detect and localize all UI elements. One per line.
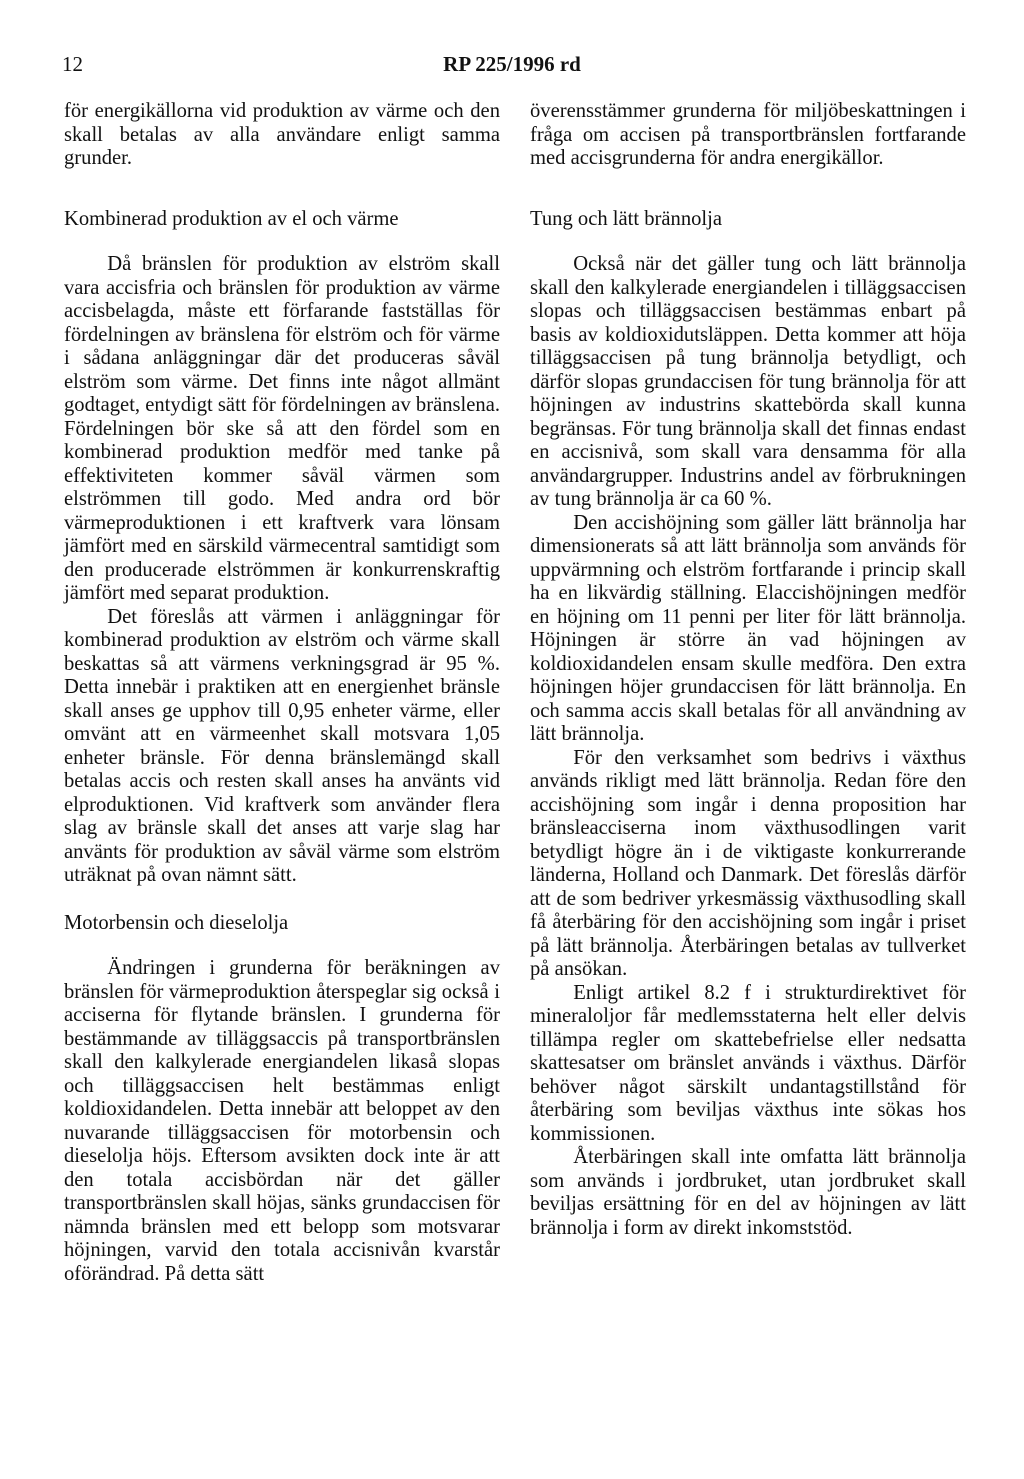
paragraph: Också när det gäller tung och lätt brännolja skall den kalkylerade energiandelen i tilläggsaccisen slopas och tilläggsaccisen bestämmas enbart på basis av koldioxidutsläppen. Detta kommer att höja tilläggsaccisen på tung brännolja betydligt, och därför slopas grundaccisen för tung brännolja för att höjningen av industrins skattebörda skall kunna begränsas. För tung brännolja skall det finnas endast en accisnivå, som skall vara densamma för alla användargrupper. Industrins andel av förbrukningen av tung brännolja är ca 60 %. [530,253,966,510]
page-header [0,52,1024,82]
paragraph: Den accishöjning som gäller lätt brännolja har dimensionerats så att lätt brännolja som används för uppvärmning och elström fortfarande i princip skall ha en likvärdig ställning. Elaccishöjningen medför en höjning om 11 penni per liter för lätt brännolja. Höjningen är större än vad höjningen av koldioxidandelen ensam skulle medföra. Den extra höjningen höjer grundaccisen för lätt brännolja. En och samma accis skall betalas för all användning av lätt brännolja. [530,511,966,745]
paragraph: Ändringen i grunderna för beräkningen av bränslen för värmeproduktion återspeglar sig också i acciserna för flytande bränslen. I grunderna för bestämmande av tilläggsaccis på transportbränslen skall den kalkylerade energiandelen likaså slopas och tilläggsaccisen helt bestämmas enligt koldioxidandelen. Detta innebär att beloppet av den nuvarande tilläggsaccisen för motorbensin och dieselolja höjs. Eftersom avsikten dock inte är att den totala accisbördan när det gäller transportbränslen skall höjas, sänks grundaccisen för nämnda bränslen med ett belopp som motsvarar höjningen, varvid den totala accisnivån kvarstår oförändrad. På detta sätt [64,957,500,1285]
paragraph: För den verksamhet som bedrivs i växthus används rikligt med lätt brännolja. Redan före den accishöjning som ingår i denna proposition har bränsleacciserna inom växthusodlingen varit betydligt högre än i de viktigaste konkurrerande länderna, Holland och Danmark. Det föreslås därför att de som bedriver yrkesmässig växthusodling skall få återbäring för den accishöjning som ingår i priset på lätt brännolja. Återbäringen betalas av tullverket på ansökan. [530,746,966,980]
paragraph: Återbäringen skall inte omfatta lätt brännolja som används i jordbruket, utan jordbruket skall beviljas ersättning för en del av höjningen av lätt brännolja i form av direkt inkomststöd. [530,1146,966,1239]
section-heading-combined-production: Kombinerad produktion av el och värme [64,207,399,230]
section-heading-motor-fuel: Motorbensin och dieselolja [64,911,289,934]
paragraph: Enligt artikel 8.2 f i strukturdirektivet för mineraloljor får medlemsstaterna helt eller delvis tillämpa regler om skattebefrielse eller nedsatta skattesatser om bränslet används i växthus. Därför behöver något särskilt undantagstillstånd för återbäring som beviljas växthus inte sökas hos kommissionen. [530,981,966,1145]
left-column [64,100,500,1286]
paragraph: Det föreslås att värmen i anläggningar för kombinerad produktion av elström och värme skall beskattas så att värmens verkningsgrad är 95 %. Detta innebär i praktiken att en energienhet bränsle skall anses ge upphov till 0,95 enheter värme, eller omvänt att en värmeenhet skall motsvara 1,05 enheter bränsle. För denna bränslemängd skall betalas accis och resten skall anses ha använts vid elproduktionen. Vid kraftverk som använder flera slag av bränsle skall det anses att varje slag har använts för produktion av såväl värme som elström uträknat på ovan nämnt sätt. [64,605,500,886]
document-reference: RP 225/1996 rd [443,52,581,76]
section-heading-fuel-oil: Tung och lätt brännolja [530,207,723,230]
page-number: 12 [62,52,83,76]
left-intro-paragraph: för energikällorna vid produktion av värme och den skall betalas av alla användare enligt samma grunder. [64,100,500,169]
paragraph: Då bränslen för produktion av elström skall vara accisfria och bränslen för produktion av värme accisbelagda, måste ett förfarande fastställas för fördelningen av bränslena för elström och för värme i sådana anläggningar där det produceras såväl elström som värme. Det finns inte något allmänt godtaget, entydigt sätt för fördelningen av bränslena. Fördelningen bör ske så att den fördel som en kombinerad produktion medför med tanke på effektiviteten kommer såväl värmen som elströmmen till godo. Med andra ord bör värmeproduktionen i ett kraftverk vara lönsam jämfört med en särskild värmecentral samtidigt som den producerade elströmmen är konkurrenskraftig jämfört med separat produktion. [64,253,500,604]
right-column [530,100,966,1240]
right-intro-paragraph: överensstämmer grunderna för miljöbeskattningen i fråga om accisen på transportbränslen fortfarande med accisgrunderna för andra energikällor. [530,100,966,169]
